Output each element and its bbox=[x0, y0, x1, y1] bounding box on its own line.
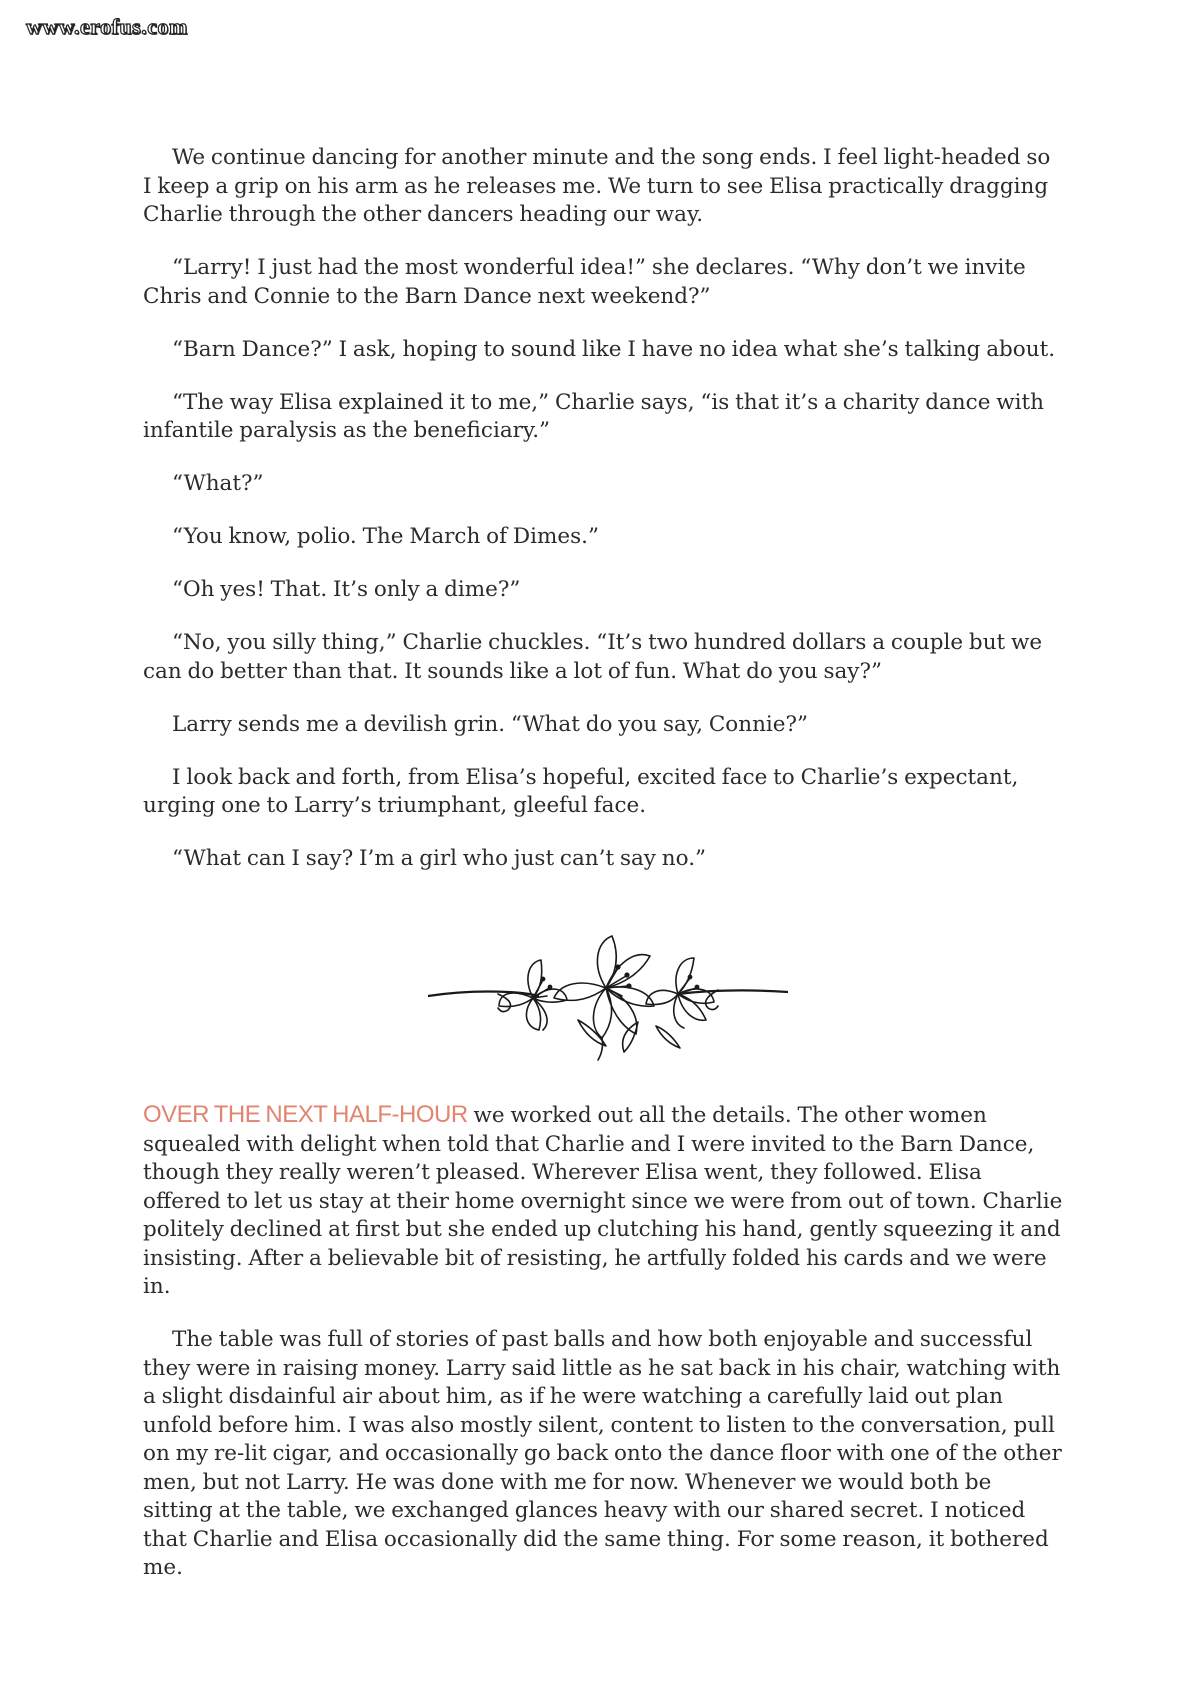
paragraph: “Larry! I just had the most wonderful idea!” she declares. “Why don’t we invite Chris and Connie to the Barn Dance next weekend?” bbox=[143, 255, 1026, 309]
section-lead-rest: we worked out all the details. The other women squealed with delight when told that Charlie and I were invited to the Barn Dance, though they really weren’t pleased. Wherever Elisa went, they followed. Elisa offered to let us stay at their home overnight since we were from out of town. Charlie politely declined at first but she ended up clutching his hand, gently squeezing it and insisting. After a believable bit of resisting, he artfully folded his cards and we were in. bbox=[143, 1103, 1063, 1299]
site-watermark: www.erofus.com bbox=[26, 14, 188, 39]
paragraph: “The way Elisa explained it to me,” Charlie says, “is that it’s a charity dance with infantile paralysis as the beneficiary.” bbox=[143, 389, 1045, 443]
paragraph: “Oh yes! That. It’s only a dime?” bbox=[172, 577, 521, 602]
paragraph: “What?” bbox=[172, 471, 264, 496]
paragraph: I look back and forth, from Elisa’s hopeful, excited face to Charlie’s expectant, urging one to Larry’s triumphant, gleeful face. bbox=[143, 764, 1019, 818]
body-text-top bbox=[143, 144, 1063, 898]
section-lead-in: OVER THE NEXT HALF-HOUR bbox=[143, 1101, 468, 1128]
paragraph: “What can I say? I’m a girl who just can’t say no.” bbox=[172, 846, 707, 871]
body-text-bottom bbox=[143, 1101, 1063, 1607]
lily-flourish-icon bbox=[428, 930, 788, 1070]
paragraph: Larry sends me a devilish grin. “What do you say, Connie?” bbox=[172, 711, 809, 737]
paragraph: The table was full of stories of past balls and how both enjoyable and successful they were in raising money. Larry said little as he sat back in his chair, watching with a slight disdainful air about him, as if he were watching a carefully laid out plan unfold before him. I was also mostly silent, content to listen to the conversation, pull on my re-lit cigar, and occasionally go back onto the dance floor with one of the other men, but not Larry. He was done with me for now. Whenever we would both be sitting at the table, we exchanged glances heavy with our shared secret. I noticed that Charlie and Elisa occasionally did the same thing. For some reason, it bothered me. bbox=[143, 1327, 1062, 1580]
section-opening-paragraph bbox=[143, 1101, 1063, 1302]
paragraph: We continue dancing for another minute and the song ends. I feel light-headed so I keep a grip on his arm as he releases me. We turn to see Elisa practically dragging Charlie through the other dancers heading our way. bbox=[143, 145, 1051, 227]
paragraph: “You know, polio. The March of Dimes.” bbox=[172, 524, 599, 549]
paragraph: “No, you silly thing,” Charlie chuckles. “It’s two hundred dollars a couple but we can do better than that. It sounds like a lot of fun. What do you say?” bbox=[143, 630, 1043, 684]
paragraph: “Barn Dance?” I ask, hoping to sound like I have no idea what she’s talking about. bbox=[172, 336, 1056, 362]
